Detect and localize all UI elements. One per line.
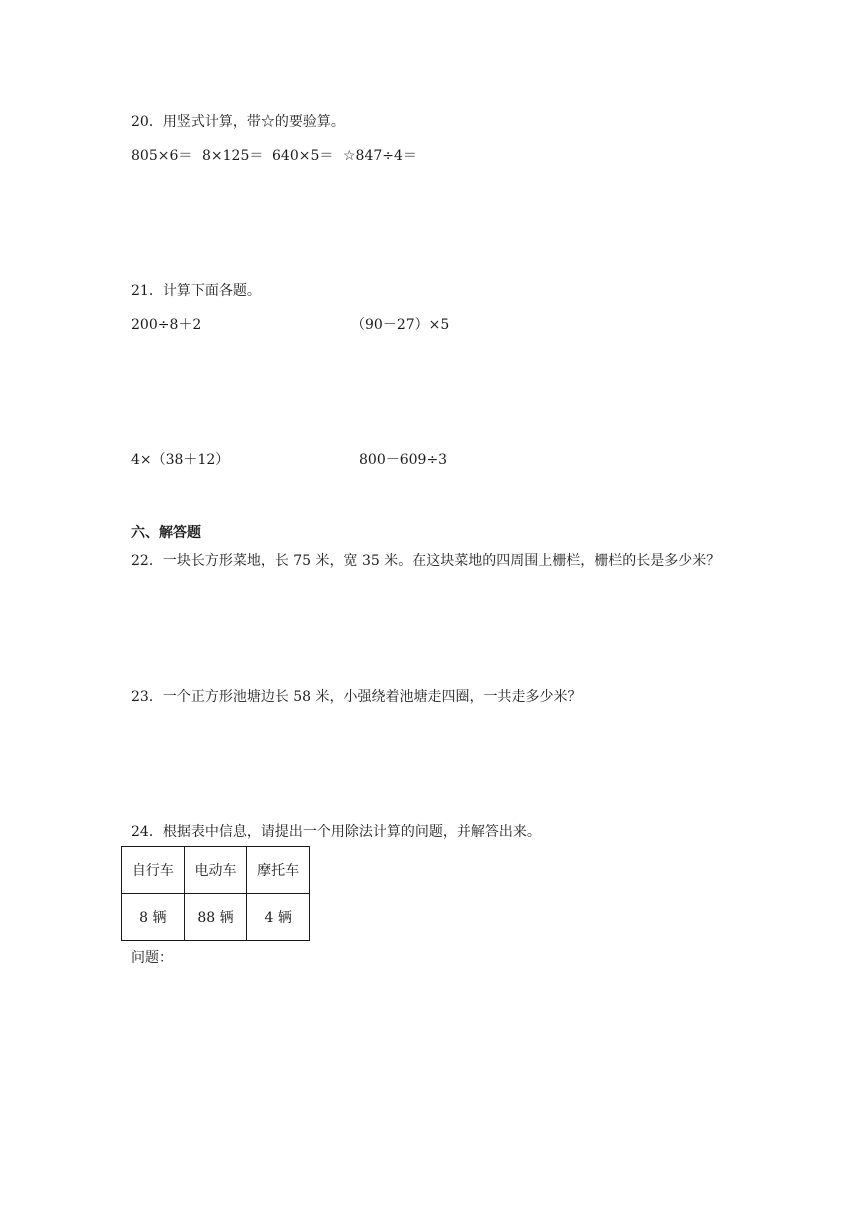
section-six-title: 六、解答题	[131, 525, 201, 541]
table-value-row	[122, 894, 310, 941]
q20-item-3: 640×5＝	[272, 148, 334, 164]
table-header-row	[122, 847, 310, 894]
question-label: 问题：	[131, 950, 173, 966]
q20-item-2: 8×125＝	[202, 148, 264, 164]
table-header-motorcycle: 摩托车	[247, 847, 310, 894]
table-header-ebike: 电动车	[184, 847, 247, 894]
q24-text: 24．根据表中信息，请提出一个用除法计算的问题，并解答出来。	[131, 824, 541, 840]
q20-item-4: ☆847÷4＝	[343, 148, 417, 164]
q21-title: 21．计算下面各题。	[131, 283, 261, 299]
q23-text: 23．一个正方形池塘边长 58 米，小强绕着池塘走四圈，一共走多少米？	[131, 689, 582, 705]
table-value-bicycle: 8 辆	[122, 894, 185, 941]
q21-item-2: （90－27）×5	[351, 317, 450, 333]
q21-item-4: 800－609÷3	[359, 452, 448, 468]
vehicle-table	[121, 846, 310, 941]
q21-item-1: 200÷8＋2	[131, 317, 202, 333]
table-header-bicycle: 自行车	[122, 847, 185, 894]
table-value-motorcycle: 4 辆	[247, 894, 310, 941]
q21-item-3: 4×（38＋12）	[131, 452, 230, 468]
q22-text: 22．一块长方形菜地，长 75 米，宽 35 米。在这块菜地的四周围上栅栏，栅栏的长是多少米？	[131, 553, 721, 569]
table-value-ebike: 88 辆	[184, 894, 247, 941]
q20-title: 20．用竖式计算，带☆的要验算。	[131, 114, 345, 130]
q20-item-1: 805×6＝	[131, 148, 193, 164]
